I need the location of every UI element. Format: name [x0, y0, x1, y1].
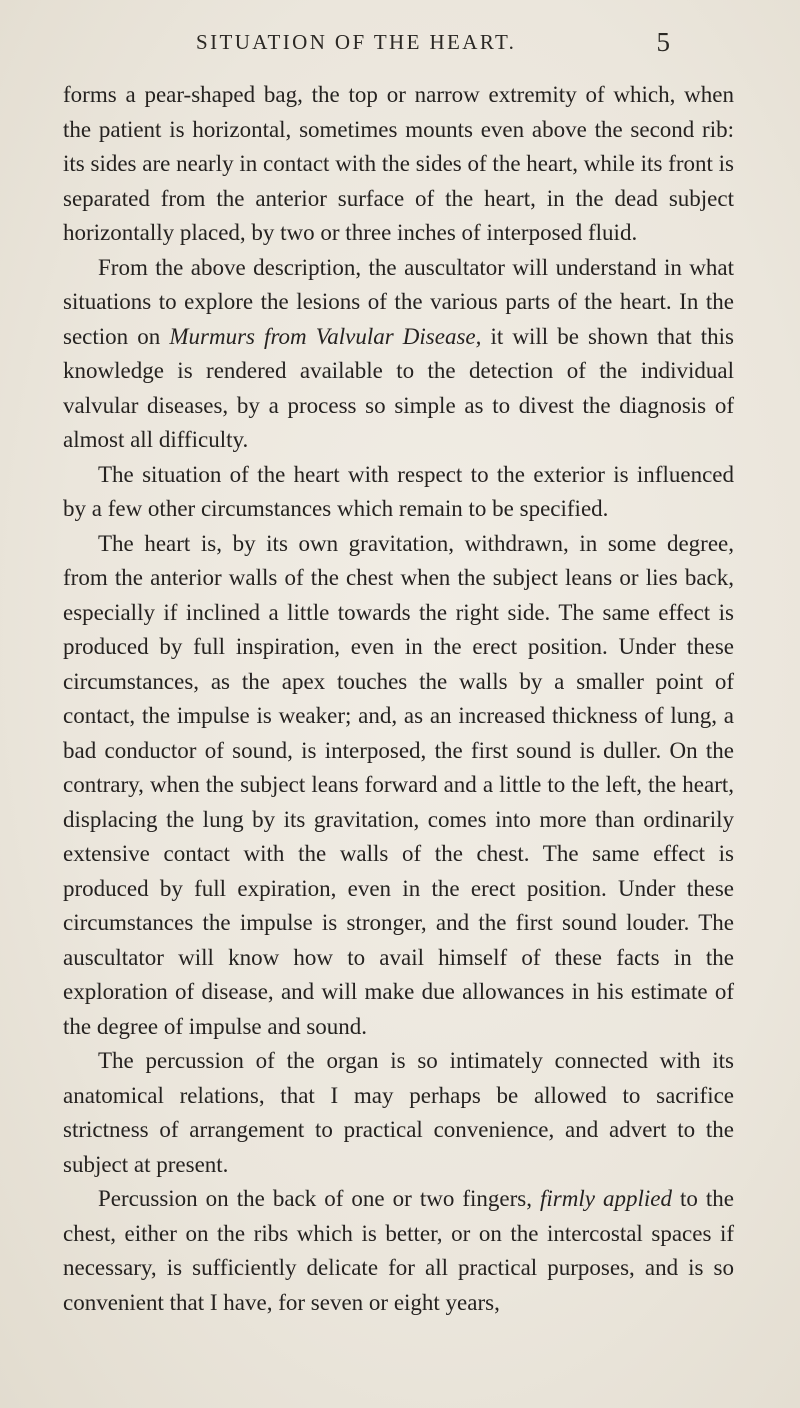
emphasis-text: firmly applied	[540, 1186, 672, 1211]
paragraph-text: From the above description, the auscultator will understand in what situations to explore the lesions of the various parts of the heart. In the section on	[63, 254, 734, 349]
paragraph	[63, 1182, 734, 1320]
body-text	[63, 78, 734, 1320]
paragraph-text: Percussion on the back of one or two fingers,	[98, 1186, 540, 1211]
paragraph: The heart is, by its own gravitation, withdrawn, in some degree, from the anterior walls of the chest when the subject leans or lies back, especially if inclined a little towards the right side. The same effect is produced by full inspiration, even in the erect position. Under these circumstances, as the apex touches the walls by a smaller point of contact, the impulse is weaker; and, as an increased thickness of lung, a bad conductor of sound, is interposed, the first sound is duller. On the contrary, when the subject leans forward and a little to the left, the heart, displacing the lung by its gravitation, comes into more than ordinarily extensive contact with the walls of the chest. The same effect is produced by full expiration, even in the erect position. Under these circumstances the impulse is stronger, and the first sound louder. The auscultator will know how to avail himself of these facts in the exploration of disease, and will make due allowances in his estimate of the degree of impulse and sound.	[63, 530, 734, 1039]
page-number: 5	[656, 27, 670, 57]
paragraph	[63, 251, 734, 458]
paragraph: forms a pear-shaped bag, the top or narrow extremity of which, when the patient is horizontal, sometimes mounts even above the second rib: its sides are nearly in contact with the sides of the heart, while its front is separated from the anterior surface of the heart, in the dead subject horizontally placed, by two or three inches of interposed fluid.	[63, 82, 734, 245]
paragraph: The percussion of the organ is so intimately connected with its anatomical relations, that I may perhaps be allowed to sacrifice strictness of arrangement to practical convenience, and advert to the subject at present.	[63, 1048, 734, 1177]
page-header	[196, 27, 670, 64]
emphasis-text: Murmurs from Valvular Disease,	[169, 323, 482, 349]
running-head: SITUATION OF THE HEART.	[196, 30, 517, 54]
paragraph: The situation of the heart with respect to the exterior is influenced by a few other circumstances which remain to be specified.	[63, 461, 734, 521]
paragraph-text: it will be shown that this knowledge is rendered available to the detection of the individual valvular diseases, by a process so simple as to divest the diagnosis of almost all difficulty.	[63, 323, 734, 452]
paragraph-text: to the chest, either on the ribs which is better, or on the intercostal spaces if necessary, is sufficiently delicate for all practical purposes, and is so convenient that I have, for seven or eight years,	[63, 1186, 734, 1315]
